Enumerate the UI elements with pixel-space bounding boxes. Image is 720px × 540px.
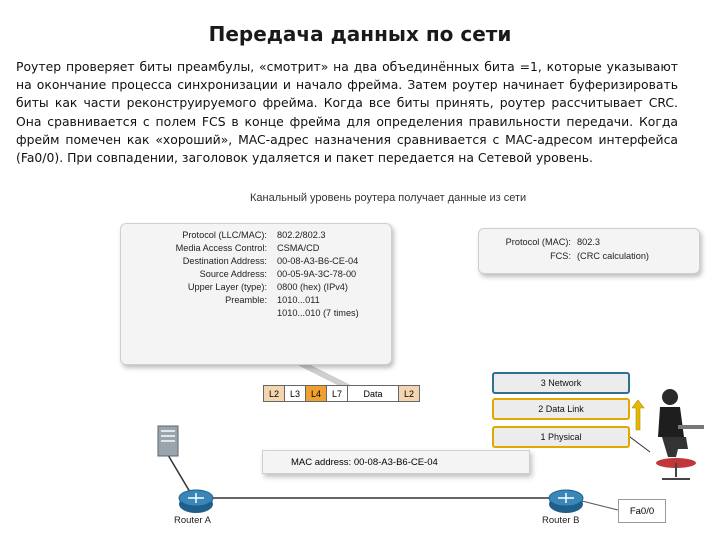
router-info-value: (CRC calculation) (577, 251, 649, 261)
router-a-icon[interactable] (176, 486, 216, 516)
router-info-bubble (478, 228, 700, 274)
frame-info-value: 0800 (hex) (IPv4) (277, 282, 348, 292)
person-at-desk-icon (648, 385, 708, 481)
frame-segment: L2 (264, 386, 285, 401)
frame-segment: L7 (327, 386, 348, 401)
router-info-label: Protocol (MAC): (505, 237, 571, 247)
frame-segments (263, 385, 420, 402)
mac-address-bubble: MAC address: 00-08-A3-B6-CE-04 (262, 450, 530, 474)
frame-segment: L3 (285, 386, 306, 401)
frame-info-value: CSMA/CD (277, 243, 320, 253)
frame-info-label: Destination Address: (182, 256, 267, 266)
frame-segment: Data (348, 386, 399, 401)
server-icon (156, 424, 182, 460)
router-info-label: FCS: (550, 251, 571, 261)
router-b-icon[interactable] (546, 486, 586, 516)
slide-paragraph: Роутер проверяет биты преамбулы, «смотрит» на два объединённых бита =1, которые указывают на окончание процесса синхронизации и начало фрейма. Затем роутер начинает буферизировать биты как части реконструируемого фрейма. Когда все биты принять, роутер рассчитывает CRC. Она сравнивается с полем FCS в конце фрейма для определения правильности передачи. Когда фрейм помечен как «хороший», MAC-адрес назначения сравнивается с MAC-адресом интерфейса (Fa0/0). При совпадении, заголовок удаляется и пакет передается на Сетевой уровень. (16, 59, 678, 166)
frame-info-value: 1010...011 (277, 295, 320, 305)
frame-info-label: Upper Layer (type): (187, 282, 267, 292)
frame-info-label: Preamble: (225, 295, 267, 305)
slide-title: Передача данных по сети (208, 22, 512, 46)
frame-segment: L2 (399, 386, 419, 401)
frame-info-label: Protocol (LLC/MAC): (182, 230, 267, 240)
arrow-up-icon (632, 400, 644, 430)
port-label: Fa0/0 (618, 499, 666, 523)
frame-info-label: Source Address: (199, 269, 267, 279)
router-b-label: Router B (542, 515, 580, 526)
frame-info-value: 00-08-A3-B6-CE-04 (277, 256, 359, 266)
frame-info-bubble (120, 223, 392, 365)
frame-info-value: 00-05-9A-3C-78-00 (277, 269, 357, 279)
router-info-value: 802.3 (577, 237, 600, 247)
router-a-label: Router A (174, 515, 211, 526)
frame-info-value: 802.2/802.3 (277, 230, 326, 240)
layer-data-link: 2 Data Link (492, 398, 630, 420)
diagram-caption: Канальный уровень роутера получает данные из сети (250, 192, 527, 204)
frame-segment: L4 (306, 386, 327, 401)
frame-info-value: 1010...010 (7 times) (277, 308, 359, 318)
layer-physical: 1 Physical (492, 426, 630, 448)
frame-info-label: Media Access Control: (175, 243, 267, 253)
layer-network: 3 Network (492, 372, 630, 394)
